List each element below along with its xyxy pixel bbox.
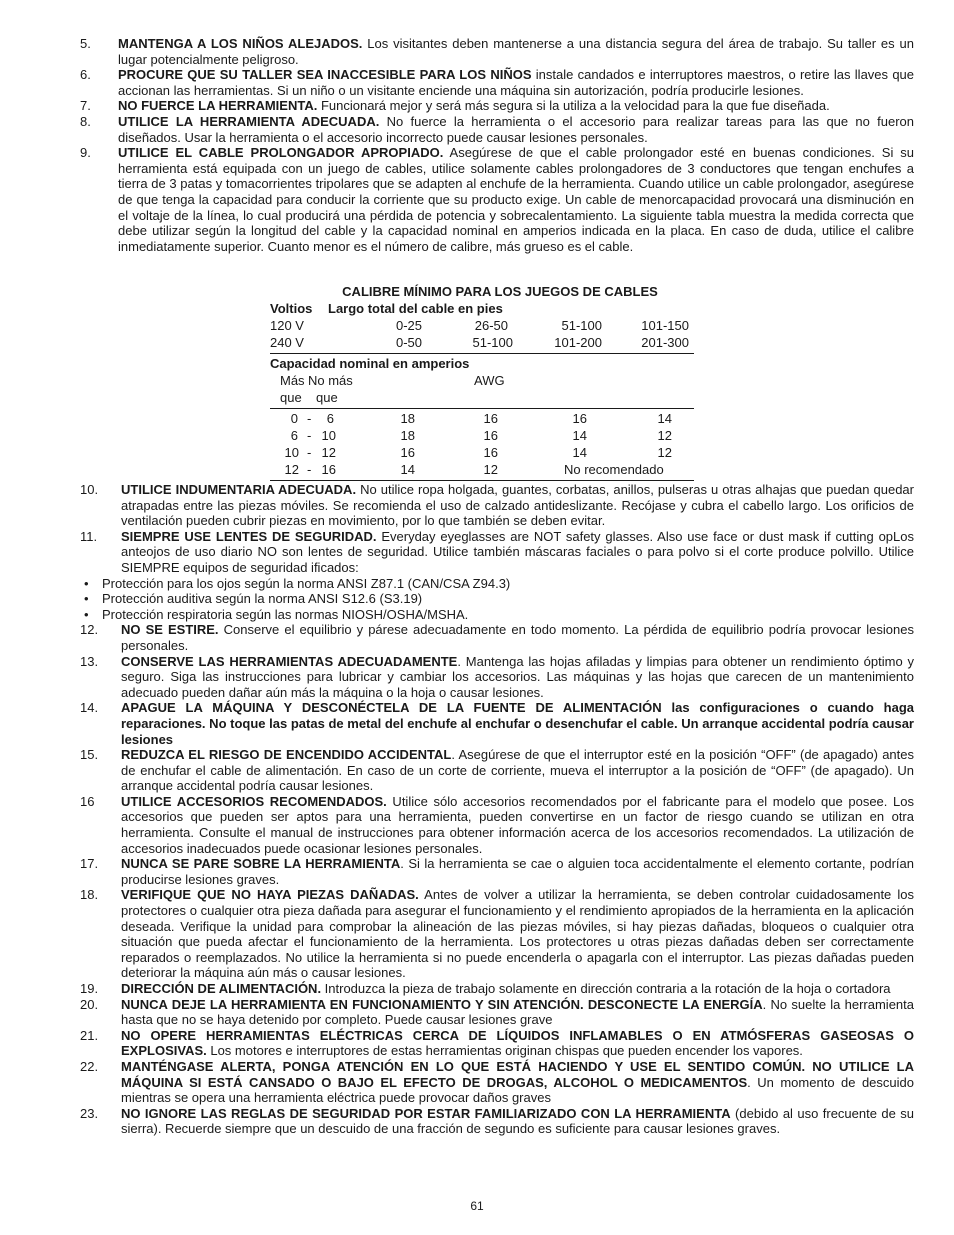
amp-dash: -	[307, 410, 312, 426]
amp-row	[270, 462, 694, 479]
rule-heading: REDUZCA EL RIESGO DE ENCENDIDO ACCIDENTAL	[121, 747, 452, 763]
rule-text: Introduzca la pieza de trabajo solamente en dirección contraria a la rotación de la hoja o cortadora	[321, 981, 891, 996]
rule-text: Los visitantes deben mantenerse a una distancia segura del área de trabajo. Su taller es un lugar potencialmente peligroso.	[118, 36, 915, 67]
amp-from-cell: 10	[284, 444, 299, 460]
rule-heading: DIRECCIÓN DE ALIMENTACIÓN.	[121, 981, 322, 996]
amp-row	[270, 411, 694, 428]
rule-5	[80, 36, 914, 67]
amp-from-cell: 6	[290, 427, 298, 443]
rule-heading: PROCURE QUE SU TALLER SEA INACCESIBLE PARA LOS NIÑOS	[118, 67, 532, 83]
rule-number: 19.	[80, 981, 99, 996]
awg-label: AWG	[474, 372, 505, 388]
rule-number: 16	[80, 793, 95, 809]
awg-cell: 18	[400, 427, 415, 443]
rule-text: Asegúrese de que el cable prolongador esté en buenas condiciones. Si su herramienta está equipada con un juego de cables, utilice solamente cables prolongadores de 3 conductores que tengan enchufes a tierra de 3 patas y tomacorrientes tripolares que se adapten al enchufe de la herramienta. Cuando utilice un cable prolongador, asegúrese de que tenga la capacidad para conducir la corriente que su producto exige. Un cable de menorcapacidad provocará una disminución en el voltaje de la línea, lo cual producirá una pérdida de potencia y sobrecalentamiento. La siguiente tabla muestra la medida correcta que debe utilizar según la longitud del cable y la capacidad nominal en amperios indicada en la placa. En caso de duda, utilice el calibre inmediatamente superior. Cuanto menor es el número de calibre, más grueso es el cable.	[118, 145, 914, 254]
rule-heading: NUNCA SE PARE SOBRE LA HERRAMIENTA	[121, 856, 401, 872]
rule-16	[80, 794, 914, 856]
rule-text: . No suelte la herramienta hasta que no se haya detenido por completo. Puede causar lesiones grave	[121, 996, 914, 1028]
rule-heading: VERIFIQUE QUE NO HAYA PIEZAS DAÑADAS.	[121, 887, 419, 903]
rule-text: Los motores e interruptores de estas herramientas originan chispas que pueden encender los vapores.	[206, 1043, 803, 1059]
amp-to-cell: 6	[326, 410, 334, 426]
table-header-row	[270, 301, 694, 318]
rule-heading: NO FUERCE LA HERRAMIENTA.	[118, 98, 318, 114]
rule-text: . Si la herramienta se cae o alguien toca accidentalmente el elemento cortante, podrían producirse lesiones graves.	[121, 856, 914, 887]
awg-cell: 14	[657, 410, 672, 426]
rule-number: 21.	[80, 1027, 99, 1043]
rule-text: . Asegúrese de que el interruptor esté en la posición “OFF” (de apagado) antes de enchufar el cable de alimentación. En caso de un corte de corriente, mueva el interruptor a la posición de “OFF” (de apagado). Un arranque accidental podría causar lesiones.	[121, 747, 915, 794]
rule-number: 18.	[80, 887, 99, 903]
safety-rules-list-b	[80, 482, 914, 1137]
awg-cell: 16	[483, 444, 498, 460]
length-cell: 0-50	[395, 334, 422, 350]
rule-heading: MANTENGA A LOS NIÑOS ALEJADOS.	[118, 36, 363, 51]
length-cell: 51-100	[472, 334, 513, 350]
length-cell: 101-200	[554, 334, 602, 350]
rule-heading: NO OPERE HERRAMIENTAS ELÉCTRICAS CERCA DE LÍQUIDOS INFLAMABLES O EN ATMÓSFERAS GASEOSAS O EXPLOSIVAS.	[121, 1027, 914, 1059]
rule-number: 14.	[80, 700, 99, 716]
volts-header: Voltios	[270, 300, 313, 316]
awg-cell: 16	[572, 410, 587, 426]
length-cell: 51-100	[561, 317, 602, 333]
awg-cell: 14	[572, 427, 587, 443]
amp-to-cell: 12	[321, 444, 336, 460]
awg-cell: 18	[400, 410, 415, 426]
amp-to-cell: 16	[321, 461, 336, 477]
rule-7	[80, 98, 914, 114]
protection-item: • Protección respiratoria según las normas NIOSH/OSHA/MSHA.	[84, 607, 914, 623]
voltage-row-120	[270, 318, 694, 335]
awg-cell: 12	[483, 461, 498, 477]
table-bottom-rule	[270, 480, 694, 481]
rule-text: Conserve el equilibrio y párese adecuadamente en todo momento. La pérdida de equilibrio podría provocar lesiones personales.	[121, 622, 914, 653]
rule-number: 20.	[80, 996, 99, 1012]
safety-rules-list-a	[80, 36, 914, 254]
rule-23	[80, 1106, 914, 1137]
amp-subheader-row	[270, 373, 694, 390]
rule-18	[80, 887, 914, 981]
que-label: que	[316, 389, 338, 405]
not-recommended-cell: No recomendado	[564, 461, 664, 477]
rule-15	[80, 747, 914, 794]
rule-19	[80, 981, 914, 997]
rule-20	[80, 997, 914, 1028]
rule-text: No fuerce la herramienta o el accesorio para realizar tareas para las que no fueron diseñados. Usar la herramienta o el accesorio incorrecto puede causar lesiones personales.	[118, 113, 914, 145]
rule-21	[80, 1028, 914, 1059]
rule-number: 23.	[80, 1105, 99, 1121]
amp-header-row	[270, 356, 694, 373]
extension-cord-gauge-table	[270, 284, 694, 483]
amp-to-cell: 10	[321, 427, 336, 443]
rule-17	[80, 856, 914, 887]
page-number: 61	[470, 1199, 484, 1213]
rule-13	[80, 654, 914, 701]
amp-from-cell: 12	[284, 461, 299, 477]
amp-row	[270, 428, 694, 445]
rule-number: 5.	[80, 36, 91, 51]
rule-heading: UTILICE EL CABLE PROLONGADOR APROPIADO.	[118, 145, 444, 161]
amp-subheader-row-2	[270, 390, 694, 407]
awg-cell: 16	[483, 427, 498, 443]
rule-heading: UTILICE LA HERRAMIENTA ADECUADA.	[118, 113, 380, 129]
length-cell: 201-300	[641, 334, 689, 350]
protection-list	[102, 575, 914, 623]
rule-number: 6.	[80, 67, 91, 83]
rule-6	[80, 67, 914, 98]
awg-cell: 12	[657, 427, 672, 443]
length-cell: 26-50	[474, 317, 508, 333]
protection-item: • Protección para los ojos según la norma ANSI Z87.1 (CAN/CSA Z94.3)	[84, 576, 914, 592]
volt-cell: 240 V	[270, 334, 304, 350]
table-divider	[270, 353, 694, 354]
rule-number: 7.	[80, 98, 91, 114]
rule-number: 9.	[80, 145, 91, 161]
rule-heading: NO SE ESTIRE.	[121, 622, 219, 638]
table-title: CALIBRE MÍNIMO PARA LOS JUEGOS DE CABLES	[342, 284, 658, 299]
rule-number: 10.	[80, 482, 99, 497]
table-divider	[270, 408, 694, 409]
rule-8	[80, 114, 914, 145]
rule-text: Antes de volver a utilizar la herramienta, se deben controlar cuidadosamente los protectores o cualquier otra pieza dañada para asegurar el funcionamiento y el rendimiento apropiados de la herramienta en la aplicación deseada. Verifique la unidad para comprobar la alineación de las piezas móviles, si hay piezas dañadas, bloqueos o cualquier otra situación que pueda afectar el funcionamiento de la herramienta. Los protectores u otras piezas dañadas deben ser correctamente reparados o reemplazados. No utilice la herramienta si no puede encenderla o apagarla con el interruptor. Las piezas dañadas pueden deteriorar la máquina aún más o causar lesiones.	[121, 887, 915, 981]
amp-header: Capacidad nominal en amperios	[270, 355, 470, 371]
rule-text: Everyday eyeglasses are NOT safety glasses. Also use face or dust mask if cutting opLos anteojos de uso diario NO son lentes de seguridad. Utilice también máscaras faciales o para polvo si el corte produce polvillo. Utilice SIEMPRE equipos de seguridad ificados:	[121, 528, 914, 575]
protection-item: • Protección auditiva según la norma ANSI S12.6 (S3.19)	[84, 591, 914, 607]
amp-dash: -	[307, 444, 312, 460]
rule-heading: UTILICE INDUMENTARIA ADECUADA.	[121, 482, 357, 497]
length-header: Largo total del cable en pies	[328, 300, 503, 316]
awg-cell: 14	[572, 444, 587, 460]
amp-dash: -	[307, 461, 312, 477]
nomas-label: No más	[308, 372, 353, 388]
amp-row	[270, 445, 694, 462]
rule-number: 11.	[80, 528, 98, 544]
rule-14	[80, 700, 914, 747]
awg-cell: 14	[400, 461, 415, 477]
rule-heading: APAGUE LA MÁQUINA Y DESCONÉCTELA DE LA FUENTE DE ALIMENTACIÓN las configuraciones o cuando haga reparaciones. No toque las patas de metal del enchufe al enchufar o desenchufar el cable. Un arranque accidental podría causar lesiones	[121, 700, 914, 747]
rule-number: 13.	[80, 653, 99, 669]
rule-heading: NO IGNORE LAS REGLAS DE SEGURIDAD POR ESTAR FAMILIARIZADO CON LA HERRAMIENTA	[121, 1105, 731, 1121]
rule-11	[80, 529, 914, 623]
rule-text: . Un momento de descuido mientras se opera una herramienta eléctrica puede provocar daños graves	[121, 1074, 914, 1106]
rule-text: instale candados e interruptores maestros, o retire las llaves que accionan las herramientas. Si un niño o un visitante enciende una máquina sin autorización, podría producirle lesiones.	[118, 67, 915, 98]
awg-cell: 16	[483, 410, 498, 426]
rule-number: 22.	[80, 1058, 99, 1074]
rule-heading: SIEMPRE USE LENTES DE SEGURIDAD.	[121, 528, 377, 544]
rule-heading: NUNCA DEJE LA HERRAMIENTA EN FUNCIONAMIENTO Y SIN ATENCIÓN. DESCONECTE LA ENERGÍA	[121, 996, 763, 1012]
volt-cell: 120 V	[270, 317, 304, 333]
awg-cell: 12	[657, 444, 672, 460]
rule-number: 8.	[80, 113, 91, 129]
rule-heading: MANTÉNGASE ALERTA, PONGA ATENCIÓN EN LO QUE ESTÁ HACIENDO Y USE EL SENTIDO COMÚN. NO UTILICE LA MÁQUINA SI ESTÁ CANSADO O BAJO EL EFECTO DE DROGAS, ALCOHOL O MEDICAMENTOS	[121, 1058, 914, 1090]
rule-9	[80, 145, 914, 254]
rule-text: Funcionará mejor y será más segura si la utiliza a la velocidad para la que fue diseñada.	[317, 98, 830, 114]
rule-heading: CONSERVE LAS HERRAMIENTAS ADECUADAMENTE	[121, 653, 458, 669]
awg-cell: 16	[400, 444, 415, 460]
rule-text: Utilice sólo accesorios recomendados por el fabricante para el modelo que posee. Los accesorios que pueden ser aptos para una herramienta, pueden convertirse en un factor de riesgo cuando se utilizan en otra herramienta. Consulte el manual de instrucciones para obtener información acerca de los accesorios recomendados. La utilización de accesorios inadecuados puede ocasionar lesiones personales.	[121, 793, 915, 856]
rule-text: (debido al uso frecuente de su sierra). Recuerde siempre que un descuido de una fracción de segundo es suficiente para causar lesiones graves.	[121, 1105, 914, 1137]
rule-12	[80, 622, 914, 653]
rule-number: 17.	[80, 856, 99, 872]
length-cell: 0-25	[395, 317, 422, 333]
amp-dash: -	[307, 427, 312, 443]
rule-22	[80, 1059, 914, 1106]
mas-label: Más	[280, 372, 305, 388]
length-cell: 101-150	[641, 317, 689, 333]
que-label: que	[280, 389, 302, 405]
amp-from-cell: 0	[290, 410, 298, 426]
rule-number: 15.	[80, 747, 99, 763]
rule-10	[80, 482, 914, 529]
rule-number: 12.	[80, 622, 99, 638]
voltage-row-240	[270, 335, 694, 352]
rule-text: . Mantenga las hojas afiladas y limpias para obtener un rendimiento óptimo y seguro. Siga las instrucciones para lubricar y cambiar los accesorios. Las máquinas y las hojas que carecen de un mantenimiento adecuado pueden dañar aún más la máquina o la hoja o causar lesiones.	[121, 653, 915, 700]
rule-heading: UTILICE ACCESORIOS RECOMENDADOS.	[121, 793, 387, 809]
rule-text: No utilice ropa holgada, guantes, corbatas, anillos, pulseras u otras alhajas que puedan quedar atrapadas entre las piezas móviles. Se recomienda el uso de calzado antideslizante. Recójase y cubra el cabello largo. Los orificios de ventilación pueden cubrir piezas en movimiento, por lo que también se deben evitar.	[121, 482, 914, 529]
